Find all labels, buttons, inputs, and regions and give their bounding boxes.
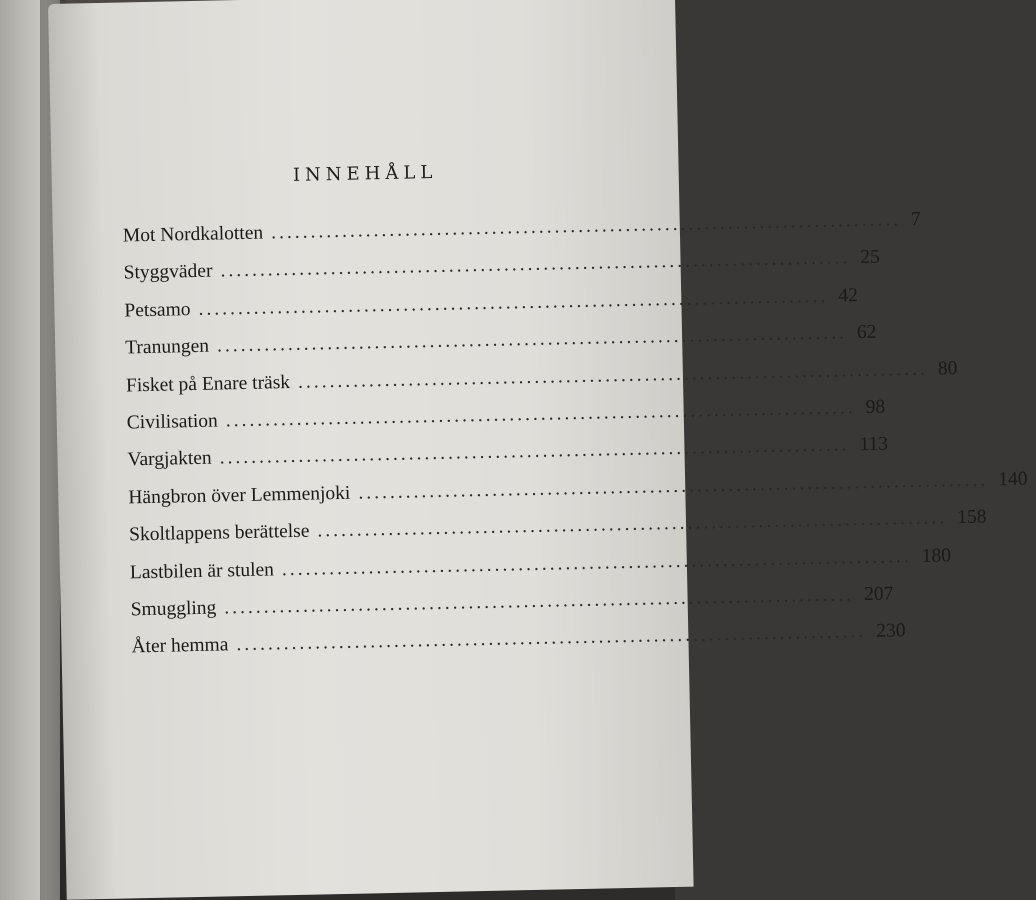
dot-leader: ................................................................................ — [225, 397, 856, 432]
toc-entry-title: Skoltlappens berättelse — [128, 520, 310, 546]
toc-entry-page: 80 — [937, 357, 958, 380]
toc-entry-page: 158 — [957, 506, 987, 529]
table-of-contents — [122, 208, 1028, 674]
book-page — [48, 0, 1028, 900]
toc-entry-title: Åter hemma — [131, 634, 229, 658]
toc-entry-page: 230 — [876, 620, 906, 643]
toc-entry-title: Vargjakten — [127, 448, 212, 471]
toc-heading: INNEHÅLL — [292, 161, 438, 186]
toc-entry-page: 7 — [910, 208, 921, 230]
dot-leader: ................................................................................ — [198, 285, 829, 320]
toc-entry-title: Petsamo — [124, 298, 191, 322]
toc-entry-title: Styggväder — [123, 261, 213, 284]
toc-entry-title: Civilisation — [126, 410, 219, 434]
toc-entry-title: Mot Nordkalotten — [122, 222, 264, 247]
toc-entry-page: 180 — [921, 544, 952, 567]
dot-leader: ................................................................................ — [270, 209, 902, 244]
dot-leader: ................................................................................ — [281, 545, 913, 580]
toc-entry-page: 98 — [865, 396, 886, 418]
dot-leader: ................................................................................ — [358, 469, 989, 504]
toc-entry-title: Tranungen — [125, 335, 210, 359]
toc-entry-page: 42 — [838, 284, 859, 307]
toc-entry-page: 25 — [860, 247, 881, 269]
dot-leader: ................................................................................ — [216, 322, 848, 357]
dot-leader: ................................................................................ — [220, 247, 851, 282]
toc-entry-page: 113 — [859, 433, 889, 456]
toc-entry-title: Hängbron över Lemmenjoki — [128, 482, 351, 509]
toc-entry-title: Smuggling — [130, 597, 217, 621]
toc-entry-title: Lastbilen är stulen — [129, 558, 275, 583]
dot-leader: ................................................................................ — [317, 507, 948, 542]
toc-entry-page: 62 — [856, 321, 877, 344]
dot-leader: ................................................................................ — [224, 584, 855, 619]
toc-entry-page: 140 — [997, 468, 1028, 490]
dot-leader: ................................................................................ — [236, 621, 867, 656]
dot-leader: ................................................................................ — [219, 434, 850, 469]
toc-entry-title: Fisket på Enare träsk — [125, 371, 291, 397]
toc-entry-page: 207 — [863, 583, 894, 605]
dot-leader: ................................................................................ — [297, 358, 929, 393]
